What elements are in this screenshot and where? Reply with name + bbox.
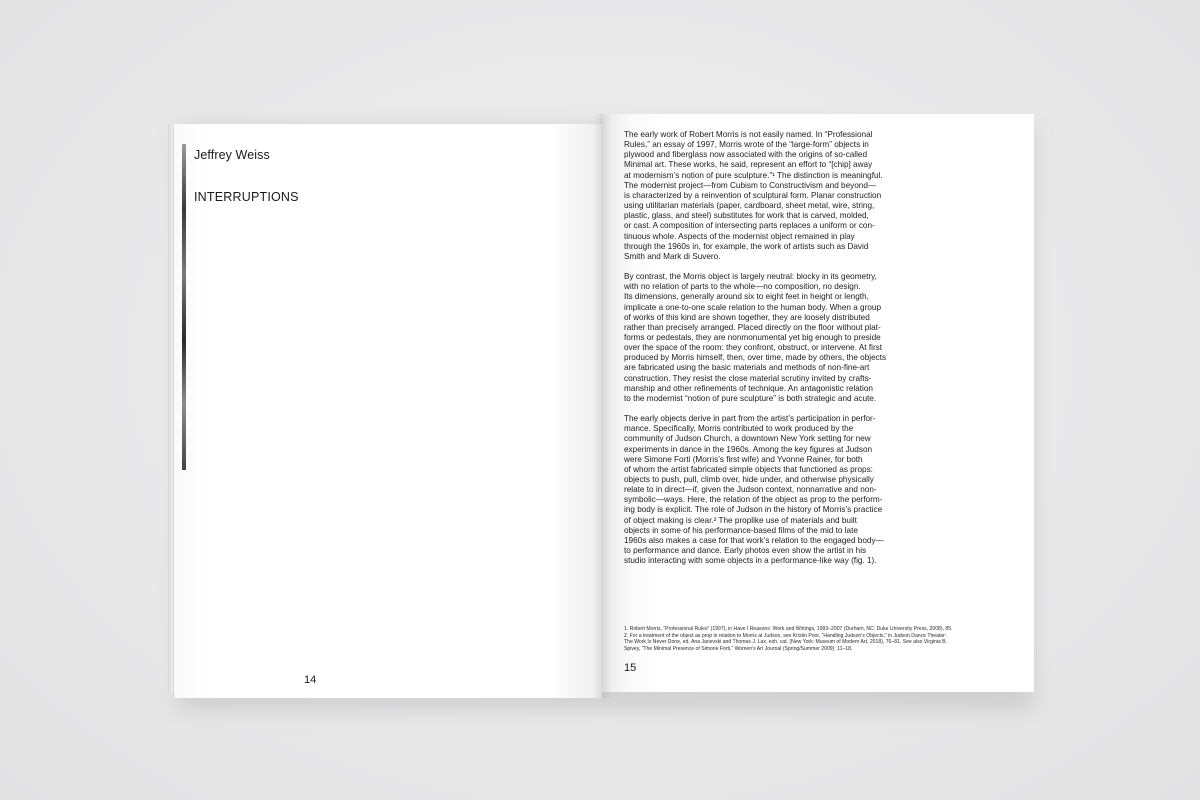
text-line: Minimal art. These works, he said, represent an effort to “[chip] away [624, 160, 873, 170]
text-line: objects in some of his performance-based films of the mid to late [624, 525, 858, 535]
text-line: Rules,” an essay of 1997, Morris wrote of the “large-form” objects in [624, 140, 869, 150]
text-line: to the modernist “notion of pure sculpture” is both strategic and acute. [624, 393, 877, 403]
text-line: produced by Morris himself, then, over time, made by others, the objects [624, 353, 887, 363]
text-line: mance. Specifically, Morris contributed to work produced by the [624, 424, 854, 434]
text-line: plastic, glass, and steel) substitutes for work that is carved, molded, [624, 211, 869, 221]
footnote-line: 1. Robert Morris, “Professional Rules” (1997), in Have I Reasons: Work and Writings, 1993–2007 (Durham, NC: Duke University Press, 2008), 85. [624, 626, 953, 632]
text-line: of object making is clear.² The proplike use of materials and built [624, 515, 857, 525]
open-book [168, 114, 1034, 698]
author-name: Jeffrey Weiss [194, 148, 270, 162]
text-line: manship and other refinements of technique. An antagonistic relation [624, 383, 873, 393]
page-number-left: 14 [304, 674, 317, 686]
text-line: The early work of Robert Morris is not easily named. In “Professional [624, 130, 873, 139]
text-line: to performance and dance. Early photos even show the artist in his [624, 546, 867, 556]
text-line: of whom the artist fabricated simple objects that functioned as props: [624, 464, 873, 474]
text-line: ing body is explicit. The role of Judson in the history of Morris’s practice [624, 505, 883, 515]
text-line: Its dimensions, generally around six to eight feet in height or length, [624, 292, 869, 302]
text-line: By contrast, the Morris object is largely neutral: blocky in its geometry, [624, 272, 877, 282]
text-line: 1960s also makes a case for that work’s relation to the engaged body— [624, 535, 884, 545]
text-line: were Simone Forti (Morris’s first wife) and Yvonne Rainer, for both [624, 454, 863, 464]
footnotes [624, 626, 1024, 652]
paragraph [624, 272, 924, 404]
footnote-line: The Work Is Never Done, ed. Ana Janevski and Thomas J. Lax, exh. cat. (New York: Museum of Modern Art, 2018), 76–81. See also Virginia B. [624, 639, 948, 646]
text-line: are fabricated using the basic materials and methods of non-fine-art [624, 363, 870, 373]
text-line: community of Judson Church, a downtown New York setting for new [624, 434, 871, 444]
text-line: implicate a one-to-one scale relation to the human body. When a group [624, 302, 881, 312]
text-line: symbolic—ways. Here, the relation of the object as prop to the perform- [624, 495, 883, 505]
body-text [624, 130, 924, 576]
text-line: objects to push, pull, climb over, hide under, and otherwise physically [624, 475, 874, 484]
essay-title: INTERRUPTIONS [194, 190, 299, 204]
text-line: The modernist project—from Cubism to Constructivism and beyond— [624, 180, 877, 190]
text-line: at modernism’s notion of pure sculpture.”¹ The distinction is meaningful. [624, 170, 883, 180]
book-gutter [594, 114, 612, 698]
text-line: plywood and fiberglass now associated with the origins of so-called [624, 150, 868, 160]
text-line: rather than precisely arranged. Placed directly on the floor without plat- [624, 322, 881, 332]
footnote-line: 2. For a treatment of the object as prop in relation to Morris at Judson, see Kristin Poor, “Handling Judson’s Objects,” in Judson Dance Theater: [624, 632, 947, 639]
paragraph [624, 130, 924, 262]
text-line: of works of this kind are shown together, they are loosely distributed [624, 312, 870, 322]
text-line: construction. They resist the close material scrutiny invited by crafts- [624, 373, 872, 383]
text-line: using utilitarian materials (paper, cardboard, sheet metal, wire, string, [624, 201, 875, 211]
text-line: The early objects derive in part from the artist’s participation in perfor- [624, 414, 876, 424]
text-line: studio interacting with some objects in a performance-like way (fig. 1). [624, 556, 877, 566]
text-line: through the 1960s in, for example, the work of artists such as David [624, 241, 869, 251]
text-line: with no relation of parts to the whole—no composition, no design. [624, 282, 861, 292]
footnote-line: Spivey, “The Minimal Presence of Simone Forti,” Women’s Art Journal (Spring/Summer 2009): 11–18. [624, 645, 853, 652]
text-line: tinuous whole. Aspects of the modernist object remained in play [624, 231, 855, 241]
text-line: or cast. A composition of intersecting parts replaces a uniform or con- [624, 221, 875, 231]
page-number-right: 15 [624, 662, 637, 674]
text-line: over the space of the room: they confront, obstruct, or intervene. At first [624, 343, 883, 353]
text-line: is characterized by a reinvention of sculptural form. Planar construction [624, 190, 882, 200]
right-page [602, 114, 1034, 692]
left-page [174, 124, 602, 698]
paragraph [624, 414, 924, 566]
text-line: Smith and Mark di Suvero. [624, 251, 721, 261]
bleed-image-strip [182, 144, 186, 470]
text-line: experiments in dance in the 1960s. Among the key figures at Judson [624, 444, 873, 454]
text-line: relate to in direct—if, given the Judson context, nonnarrative and non- [624, 485, 877, 495]
text-line: forms or pedestals, they are nonmonumental yet big enough to preside [624, 332, 881, 342]
